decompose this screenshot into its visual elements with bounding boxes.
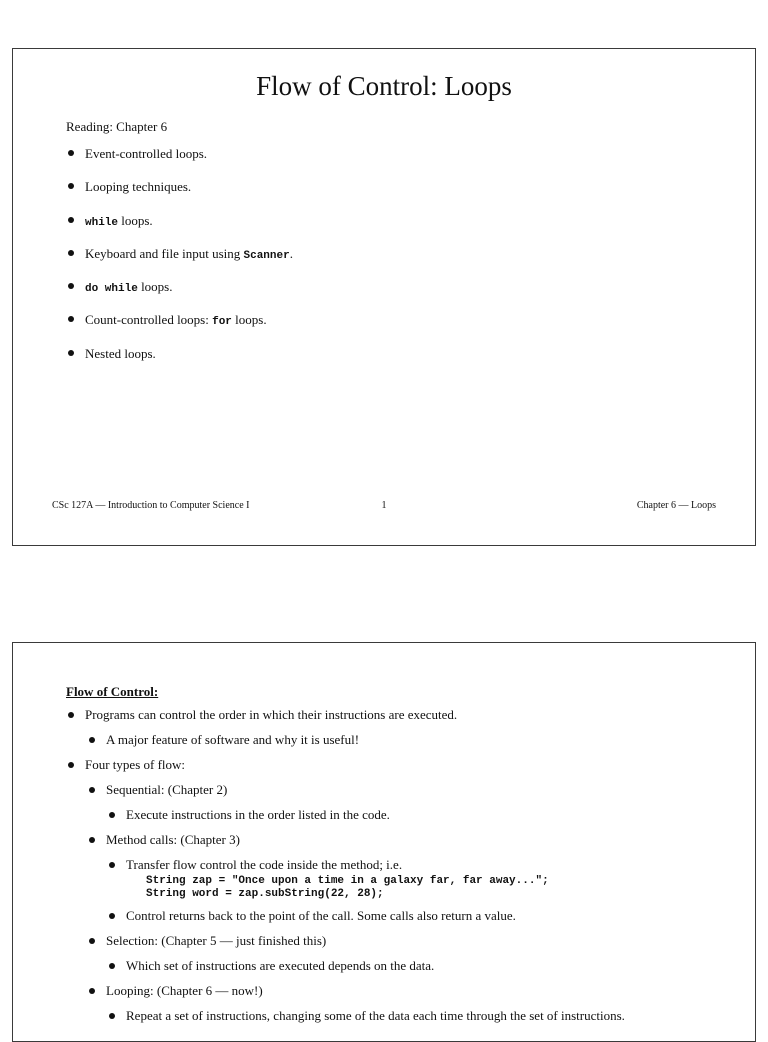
bullet-icon <box>89 938 95 944</box>
topic-item: Keyboard and file input using Scanner. <box>66 245 293 278</box>
footer-chapter: Chapter 6 — Loops <box>636 500 716 511</box>
bullet-icon <box>109 862 115 868</box>
keyword-code: for <box>212 316 232 329</box>
topic-item: Looping techniques. <box>66 178 293 211</box>
bullet-icon <box>68 316 74 322</box>
keyword-code: while <box>85 216 119 229</box>
slide-2 <box>12 642 756 1042</box>
list-item: Which set of instructions are executed depends on the data. <box>107 957 625 982</box>
bullet-icon <box>68 250 74 256</box>
bullet-icon <box>68 150 74 156</box>
code-line: String zap = "Once upon a time in a galaxy far, far away..."; <box>146 875 549 887</box>
slide-2-content <box>66 683 625 1032</box>
topic-item: Nested loops. <box>66 345 293 378</box>
list-item: Repeat a set of instructions, changing some of the data each time through the set of instructions. <box>107 1007 625 1032</box>
keyword-code: do while <box>85 283 138 296</box>
list-item: Transfer flow control the code inside the method; i.e. <box>107 856 625 881</box>
bullet-icon <box>89 787 95 793</box>
bullet-icon <box>109 812 115 818</box>
reading-note: Reading: Chapter 6 <box>66 119 168 134</box>
list-item: Four types of flow: <box>66 756 625 781</box>
list-item: Programs can control the order in which their instructions are executed. <box>66 706 625 731</box>
section-heading: Flow of Control: <box>66 684 159 699</box>
list-item: Sequential: (Chapter 2) <box>87 781 625 806</box>
footer-course: CSc 127A — Introduction to Computer Science I <box>52 500 250 511</box>
bullet-icon <box>68 712 74 718</box>
list-item: Selection: (Chapter 5 — just finished this) <box>87 932 625 957</box>
bullet-icon <box>109 913 115 919</box>
slide-title: Flow of Control: Loops <box>256 71 512 101</box>
topic-item: Event-controlled loops. <box>66 145 293 178</box>
bullet-icon <box>68 762 74 768</box>
bullet-icon <box>89 737 95 743</box>
topic-list <box>66 145 293 378</box>
list-item: Method calls: (Chapter 3) <box>87 831 625 856</box>
bullet-icon <box>109 1013 115 1019</box>
code-line: String word = zap.subString(22, 28); <box>146 888 384 900</box>
bullet-icon <box>68 283 74 289</box>
bullet-icon <box>68 217 74 223</box>
topic-item: while loops. <box>66 212 293 245</box>
bullet-icon <box>68 183 74 189</box>
list-item: A major feature of software and why it is useful! <box>87 731 625 756</box>
footer-page-number: 1 <box>381 500 387 511</box>
list-item: Looping: (Chapter 6 — now!) <box>87 982 625 1007</box>
topic-item: do while loops. <box>66 278 293 311</box>
bullet-icon <box>89 988 95 994</box>
keyword-code: Scanner <box>243 249 290 262</box>
slide-1 <box>12 48 756 546</box>
bullet-icon <box>89 837 95 843</box>
list-item: Control returns back to the point of the call. Some calls also return a value. <box>107 907 625 932</box>
bullet-icon <box>68 350 74 356</box>
bullet-icon <box>109 963 115 969</box>
topic-item: Count-controlled loops: for loops. <box>66 311 293 344</box>
list-item: Execute instructions in the order listed in the code. <box>107 806 625 831</box>
